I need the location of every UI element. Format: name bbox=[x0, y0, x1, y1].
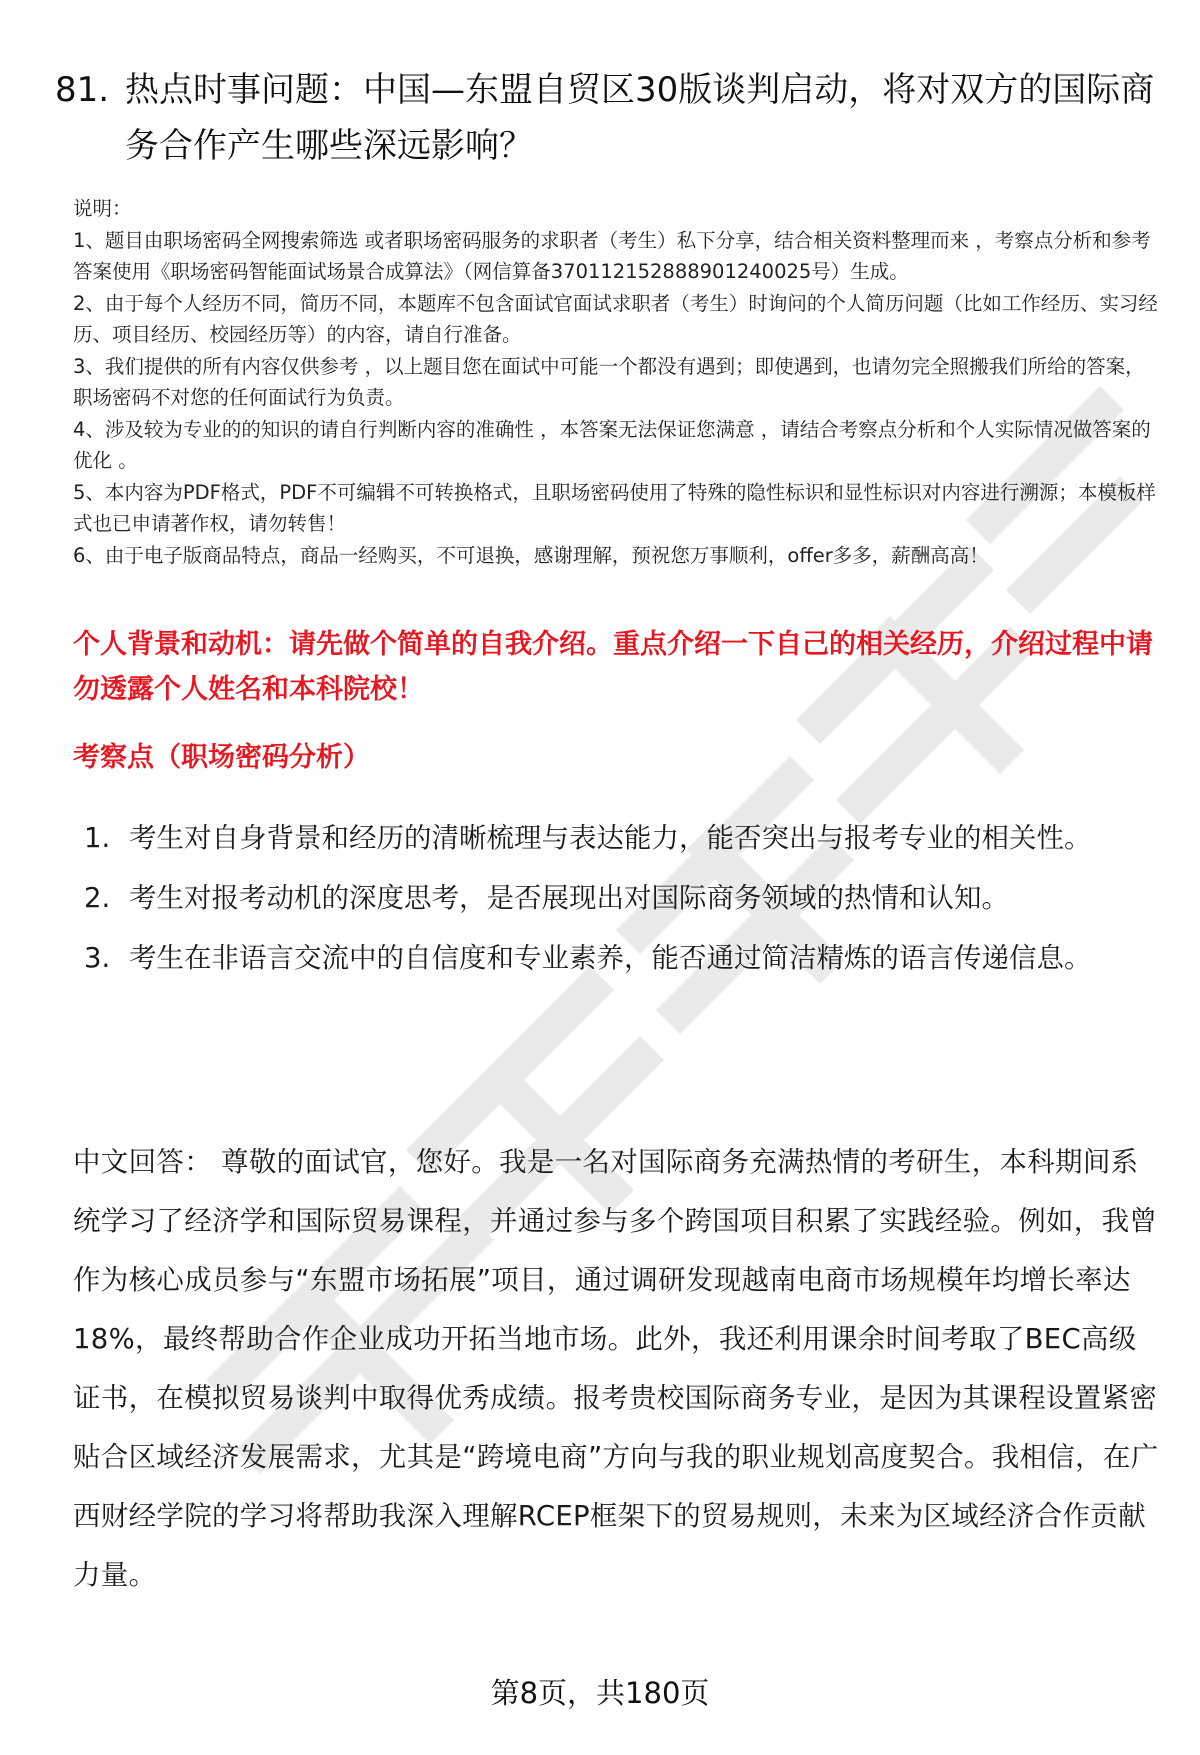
note-item: 2、由于每个人经历不同，简历不同，本题库不包含面试官面试求职者（考生）时询问的个人简历问题（比如工作经历、实习经历、项目经历、校园经历等）的内容，请自行准备。 bbox=[73, 291, 1158, 346]
note-item: 1、题目由职场密码全网搜索筛选 或者职场密码服务的求职者（考生）私下分享，结合相关资料整理而来 ，考察点分析和参考答案使用《职场密码智能面试场景合成算法》（网信算备370112152888901240025号）生成。 bbox=[73, 228, 1151, 283]
analysis-heading: 考察点（职场密码分析） bbox=[73, 742, 370, 773]
notes-title: 说明： bbox=[73, 197, 132, 220]
question-number: 81. bbox=[55, 70, 110, 110]
question-title bbox=[55, 62, 1155, 174]
analysis-point-index: 1. bbox=[84, 822, 111, 854]
page-number: 第8页，共180页 bbox=[490, 1676, 710, 1710]
note-item: 3、我们提供的所有内容仅供参考 ，以上题目您在面试中可能一个都没有遇到；即使遇到，也请勿完全照搬我们所给的答案，职场密码不对您的任何面试行为负责。 bbox=[73, 354, 1145, 409]
note-item: 4、涉及较为专业的的知识的请自行判断内容的准确性 ，本答案无法保证您满意 ，请结合考察点分析和个人实际情况做答案的优化 。 bbox=[73, 417, 1151, 472]
note-item: 5、本内容为PDF格式，PDF不可编辑不可转换格式，且职场密码使用了特殊的隐性标识和显性标识对内容进行溯源；本模板样式也已申请著作权，请勿转售！ bbox=[73, 480, 1156, 535]
answer-text: 尊敬的面试官，您好。我是一名对国际商务充满热情的考研生，本科期间系统学习了经济学和国际贸易课程，并通过参与多个跨国项目积累了实践经验。例如，我曾作为核心成员参与“东盟市场拓展”项目，通过调研发现越南电商市场规模年均增长率达18%，最终帮助合作企业成功开拓当地市场。此外，我还利用课余时间考取了BEC高级证书，在模拟贸易谈判中取得优秀成绩。报考贵校国际商务专业，是因为其课程设置紧密贴合区域经济发展需求，尤其是“跨境电商”方向与我的职业规划高度契合。我相信，在广西财经学院的学习将帮助我深入理解RCEP框架下的贸易规则，未来为区域经济合作贡献力量。 bbox=[73, 1146, 1159, 1591]
analysis-points-list bbox=[84, 808, 1124, 988]
note-item: 6、由于电子版商品特点，商品一经购买，不可退换，感谢理解，预祝您万事顺利，offer多多，薪酬高高！ bbox=[73, 543, 989, 567]
notes-section bbox=[73, 193, 1163, 571]
answer-paragraph bbox=[73, 1133, 1163, 1605]
analysis-point bbox=[84, 868, 1124, 928]
analysis-point-text: 考生在非语言交流中的自信度和专业素养，能否通过简洁精炼的语言传递信息。 bbox=[129, 942, 1092, 974]
analysis-point-index: 2. bbox=[84, 882, 111, 914]
analysis-point-index: 3. bbox=[84, 942, 111, 974]
analysis-point-text: 考生对报考动机的深度思考，是否展现出对国际商务领域的热情和认知。 bbox=[129, 882, 1009, 914]
answer-label: 中文回答： bbox=[73, 1146, 212, 1178]
analysis-point-text: 考生对自身背景和经历的清晰梳理与表达能力，能否突出与报考专业的相关性。 bbox=[129, 822, 1092, 854]
prompt-heading: 个人背景和动机：请先做个简单的自我介绍。重点介绍一下自己的相关经历，介绍过程中请勿透露个人姓名和本科院校！ bbox=[73, 629, 1153, 705]
question-text: 热点时事问题：中国—东盟自贸区30版谈判启动，将对双方的国际商务合作产生哪些深远影响？ bbox=[125, 70, 1155, 166]
analysis-point bbox=[84, 808, 1124, 868]
analysis-point bbox=[84, 928, 1124, 988]
